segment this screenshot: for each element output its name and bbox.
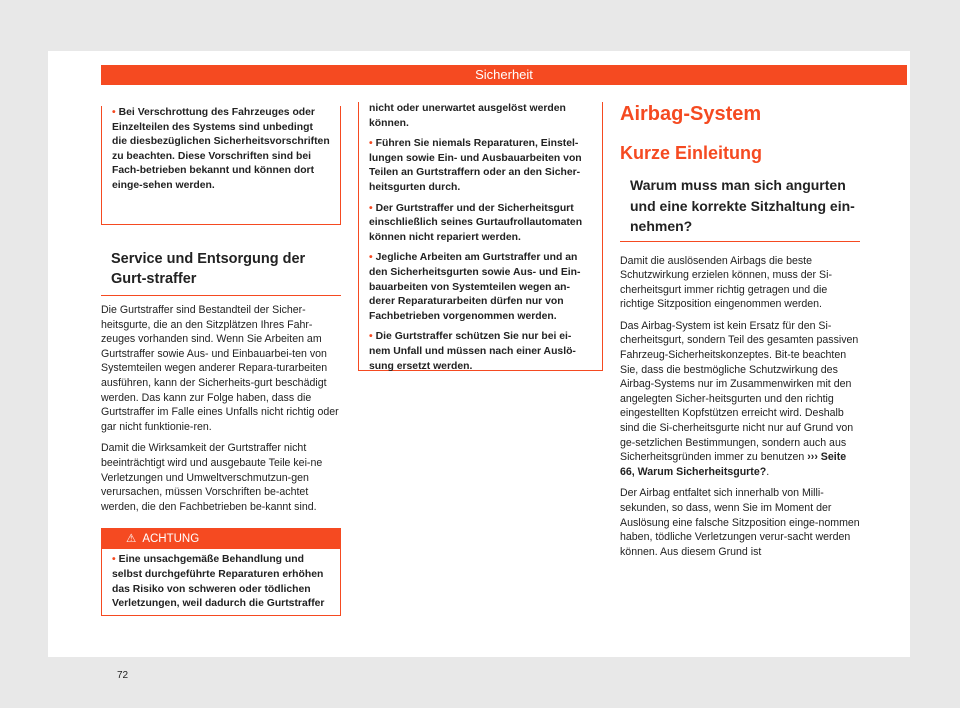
- notice-box-continued: [101, 106, 341, 225]
- paragraph: Das Airbag-System ist kein Ersatz für den Si-cherheitsgurt, sondern Teil des gesamten passiven Fahrzeug-Sicherheitskonzeptes. Bit-te beachten Sie, dass die bestmögliche Schutzwirkung des Airbag-Systems nur im Zusammenwirken mit den angelegten Sicher-heitsgurten und den richtig eingestellten Kopfstützen erreicht wird. Deshalb sind die Si-cherheitsgurte nicht nur auf Grund von ge-setzlichen Bestimmungen, sondern auch aus Sicherheitsgründen immer zu benutzen ››› Seite 66, Warum Sicherheitsgurte?.: [620, 319, 859, 478]
- bullet-dot-icon: •: [369, 252, 373, 264]
- warning-body: [102, 549, 340, 611]
- warning-bullet: [369, 137, 592, 195]
- warning-triangle-icon: ⚠: [126, 533, 137, 546]
- warning-box: [101, 528, 341, 616]
- section-title-gurtstraffer: Service und Entsorgung der Gurt-straffer: [101, 249, 341, 296]
- paragraph: Damit die auslösenden Airbags die beste Schutzwirkung erzielen können, muss der Si-cherheitsgurt immer richtig getragen und die richtige Sitzposition eingenommen werden.: [620, 254, 832, 311]
- warning-bullet: [369, 202, 592, 246]
- section-header: Sicherheit: [101, 65, 907, 85]
- paragraph: Die Gurtstraffer sind Bestandteil der Sicher-heitsgurte, die an den Sitzplätzen Ihres Fahr-zeuges vorhanden sind. Wenn Sie Arbeiten am Gurtstraffer sowie Aus- und Einbauarbei-ten von Systemteilen wegen anderer Repara-turarbeiten ausführen, kann der Sicherheits-gurt beschädigt werden. Das kann zur Folge haben, dass die Gurtstraffer im Falle eines Unfalls nicht richtig oder gar nicht funktionie-ren.: [101, 304, 339, 433]
- warning-bullet-text: Die Gurtstraffer schützen Sie nur bei ei-nem Unfall und müssen nach einer Auslö-sung ersetzt werden.: [369, 331, 576, 372]
- warning-label: ACHTUNG: [142, 533, 200, 546]
- chapter-title: Airbag-System: [620, 103, 762, 125]
- chapter-subtitle: Kurze Einleitung: [620, 143, 763, 163]
- cross-reference-link[interactable]: ››› Seite 66, Warum Sicherheitsgurte?: [620, 451, 847, 478]
- bullet-dot-icon: •: [112, 554, 116, 566]
- right-column: [620, 101, 860, 559]
- document-page: [48, 51, 910, 681]
- paragraph: Damit die Wirksamkeit der Gurtstraffer nicht beeinträchtigt wird und ausgebaute Teile kei-ne Verletzungen und Umweltverschmutzun-gen verursachen, müssen Vorschriften be-achtet werden, die den Fachbetrieben be-kannt sind.: [101, 442, 323, 513]
- bullet-dot-icon: •: [369, 331, 373, 343]
- warning-box-continued: [358, 102, 603, 371]
- question-heading: Warum muss man sich angurten und eine korrekte Sitzhaltung ein-nehmen?: [620, 175, 860, 242]
- left-column: [101, 106, 341, 616]
- paragraph-text: Das Airbag-System ist kein Ersatz für den Si-cherheitsgurt, sondern Teil des gesamten passiven Fahrzeug-Sicherheitskonzeptes. Bit-te beachten Sie, dass die bestmögliche Schutzwirkung des Airbag-Systems nur im Zusammenwirken mit den angelegten Sicher-heitsgurten und den richtig eingestellten Kopfstützen erreicht wird. Deshalb sind die Si-cherheitsgurte nicht nur auf Grund von ge-setzlichen Bestimmungen, sondern auch aus Sicherheitsgründen immer zu benutzen: [620, 319, 859, 464]
- warning-bullet: [369, 251, 592, 324]
- paragraph: Der Airbag entfaltet sich innerhalb von Milli-sekunden, so dass, wenn Sie im Moment der Auslösung eine falsche Sitzposition einge-nommen haben, tödliche Verletzungen verur-sacht werden können. Aus diesem Grund ist: [620, 487, 860, 558]
- bullet-dot-icon: •: [369, 138, 373, 150]
- middle-column: [358, 102, 603, 371]
- page-number: 72: [117, 670, 129, 681]
- warning-bullet-text: Der Gurtstraffer und der Sicherheitsgurt einschließlich seines Gurtaufrollautomaten können nicht repariert werden.: [369, 202, 583, 243]
- warning-bullet-text: Führen Sie niemals Reparaturen, Einstel-lungen sowie Ein- und Ausbauarbeiten von Teilen an Gurtstraffern oder an den Sicher-heitsgurten durch.: [369, 138, 582, 193]
- bullet-dot-icon: •: [112, 107, 116, 118]
- notice-bullet: [112, 106, 330, 194]
- warning-bullet-text: Eine unsachgemäße Behandlung und selbst durchgeführte Reparaturen erhöhen das Risiko von schweren oder tödlichen Verletzungen, weil dadurch die Gurtstraffer: [112, 554, 325, 610]
- warning-header: [102, 529, 340, 549]
- warning-bullet-text: Jegliche Arbeiten am Gurtstraffer und an den Sicherheitsgurten sowie Aus- und Ein-bauarbeiten von Systemteilen wegen an-derer Reparaturarbeiten dürfen nur von Fachbetrieben vorgenommen werden.: [369, 252, 581, 322]
- bullet-dot-icon: •: [369, 202, 373, 214]
- warning-bullet: [369, 330, 592, 374]
- warning-continuation: nicht oder unerwartet ausgelöst werden können.: [369, 103, 566, 129]
- notice-bullet-text: Bei Verschrottung des Fahrzeuges oder Einzelteilen des Systems sind unbedingt die diesbezüglichen Sicherheitsvorschriften zu beachten. Diese Vorschriften sind bei Fach-betrieben bekannt und können dort einge-sehen werden.: [112, 107, 330, 191]
